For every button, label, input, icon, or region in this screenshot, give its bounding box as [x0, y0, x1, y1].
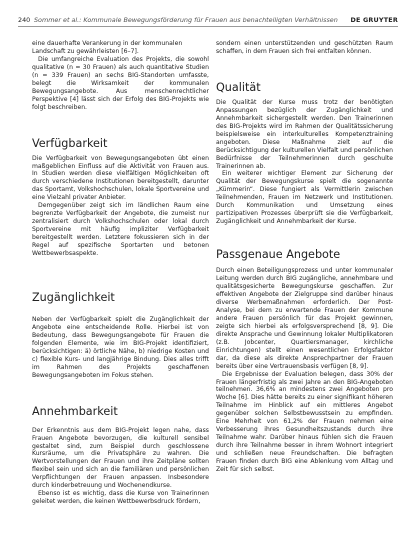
paragraph: Die Ergebnisse der Evaluation belegen, dass 30% der Frauen längerfristig als zwei Jahre an den BIG-Angeboten teilnehmen. 36,6% an mindestens zwei Angeboten pro Woche [6]. Dies hätte bereits zu einer signifikant höheren Teilnahme im Hinblick auf ein mittleres Angebot gegenüber solchen Selbstbewusstsein zu empfinden. Eine Mehrheit von 61,2% der Frauen nehmen eine Verbesserung ihres Gesundheitszustands durch ihre Teilnahme wahr. Darüber hinaus fühlen sich die Frauen durch ihre Teilnahme besser in ihrem Wohnort integriert und schließen neue Freundschaften. Die befragten Frauen finden durch BIG eine Ablenkung vom Alltag und Zeit für sich selbst. [216, 370, 393, 473]
paragraph: Ein weiterer wichtiger Element zur Sicherung der Qualität der Bewegungskurse spielt die sogenannte „Kümmerin“. Diese fungiert als Vermittlerin zwischen Teilnehmenden, Frauen im Netzwerk und Institutionen. Durch Kommunikation und Umsetzung eines partizipativen Prozesses überprüft sie die Verfügbarkeit, Zugänglichkeit und Annehmbarkeit der Kurse. [216, 170, 393, 226]
section-heading-zugaenglichkeit: Zugänglichkeit [32, 290, 115, 304]
paragraph: Die Qualität der Kurse muss trotz der benötigten Anpassungen bezüglich der Zugänglichkeit und Annehmbarkeit sichergestellt werden. Den Trainerinnen des BIG-Projekts wird im Rahmen der Qualitätssicherung beispielsweise ein interkulturelles Kompetenztraining angeboten. Diese Maßnahme zielt auf die Berücksichtigung der kulturellen Vielfalt und persönlichen Bedürfnisse der Teilnehmerinnen durch geschulte Trainerinnen ab. [216, 98, 393, 170]
paragraph: Demgegenüber zeigt sich im ländlichen Raum eine begrenzte Verfügbarkeit der Angebote, die zumeist nur zentralisiert durch Volkshochschulen oder lokal durch Sportvereine mit häufig impliziter Verfügbarkeit bereitgestellt werden. Letztere fokussieren sich in der Regel auf spezifische Sportarten und betonen Wettbewerbsaspekte. [32, 202, 209, 258]
publisher-logo: DE GRUYTER [350, 16, 398, 24]
paragraph: Die Verfügbarkeit von Bewegungsangeboten übt einen maßgeblichen Einfluss auf die Aktivität von Frauen aus. In Studien werden diese vielfältigen Möglichkeiten oft durch verschiedene Institutionen bereitgestellt, darunter das Sportamt, Volkshochschulen, lokale Sportvereine und eine Vielzahl privater Anbieter. [32, 154, 209, 202]
paragraph: Der Erkenntnis aus dem BIG-Projekt legen nahe, dass Frauen Angebote bevorzugen, die kulturell sensibel gestaltet sind, zum Beispiel durch geschlossene Kursräume, um die Privatsphäre zu wahren. Die Wertvorstellungen der Frauen und ihre Zeitpläne sollten flexibel sein und sich an die familiären und persönlichen Verpflichtungen der Frauen anpassen. Insbesondere durch kinderbetreuung und Wochenendkurse. [32, 426, 209, 490]
section-heading-passgenaue-angebote: Passgenaue Angebote [216, 248, 341, 262]
paragraph: eine dauerhafte Verankerung in der kommunalen Landschaft zu gewährleisten [6–7]. [32, 40, 183, 55]
paragraph: Durch einen Beteiligungsprozess und unter kommunaler Leitung werden durch BIG zugängliche, annehmbare und qualitätsgesicherte Bewegungskurse geschaffen. Zur effektiven Angebote der Zielgruppe sind darüber hinaus diverse Werbemaßnahmen erforderlich. Der Post-Analyse, bei dem zu erwartende Frauen der Kommune andere Frauen persönlich für das Projekt gewinnen, zeigte sich hierbei als erfolgsversprechend [8, 9]. Die direkte Ansprache und Gewinnung lokaler Multiplikatoren (z.B. Jobcenter, Quartiersmanager, kirchliche Einrichtungen) stellt einen wesentlichen Erfolgsfaktor dar, da diese als direkte Ansprechpartner der Frauen bereits über eine Vertrauensbasis verfügen [8, 9]. [216, 267, 393, 370]
paragraph: sondern einen unterstützenden und geschützten Raum schaffen, in dem Frauen sich frei entfalten können. [216, 40, 393, 55]
section-heading-qualitaet: Qualität [216, 80, 261, 94]
running-title: Sommer et al.: Kommunale Bewegungsförderung für Frauen aus benachteiligten Verhältnissen [34, 16, 338, 24]
section-heading-verfuegbarkeit: Verfügbarkeit [32, 136, 108, 150]
right-column [216, 40, 393, 474]
page-header [18, 14, 398, 27]
paragraph: Ebenso ist es wichtig, dass die Kurse von Trainerinnen geleitet werden, die keinen Wettbewerbsdruck fördern, [32, 490, 209, 506]
page-number: 240 [18, 16, 31, 24]
paragraph: Neben der Verfügbarkeit spielt die Zugänglichkeit der Angebote eine entscheidende Rolle. Hierbei ist von Bedeutung, dass Bewegungsangebote für Frauen die folgenden Elemente, wie im BIG-Projekt identifiziert, berücksichtigen: ä) örtliche Nähe, b) niedrige Kosten und c) flexible Kurs- und langjährige Bindung. Dies alles trifft im Rahmen des Projekts geschaffenen Bewegungsangeboten im Fokus stehen. [32, 315, 209, 379]
section-heading-annehmbarkeit: Annehmbarkeit [32, 404, 118, 418]
left-column [32, 40, 209, 506]
paragraph: Die umfangreiche Evaluation des Projekts, die sowohl qualitative (n = 30 Frauen) als auch quantitative Studien (n = 339 Frauen) an sechs BIG-Standorten umfasste, belegt die Wirksamkeit der kommunalen Bewegungsangebote. Aus menschenrechtlicher Perspektive [4] lässt sich der Erfolg des BIG-Projekts wie folgt beschreiben. [32, 55, 209, 111]
